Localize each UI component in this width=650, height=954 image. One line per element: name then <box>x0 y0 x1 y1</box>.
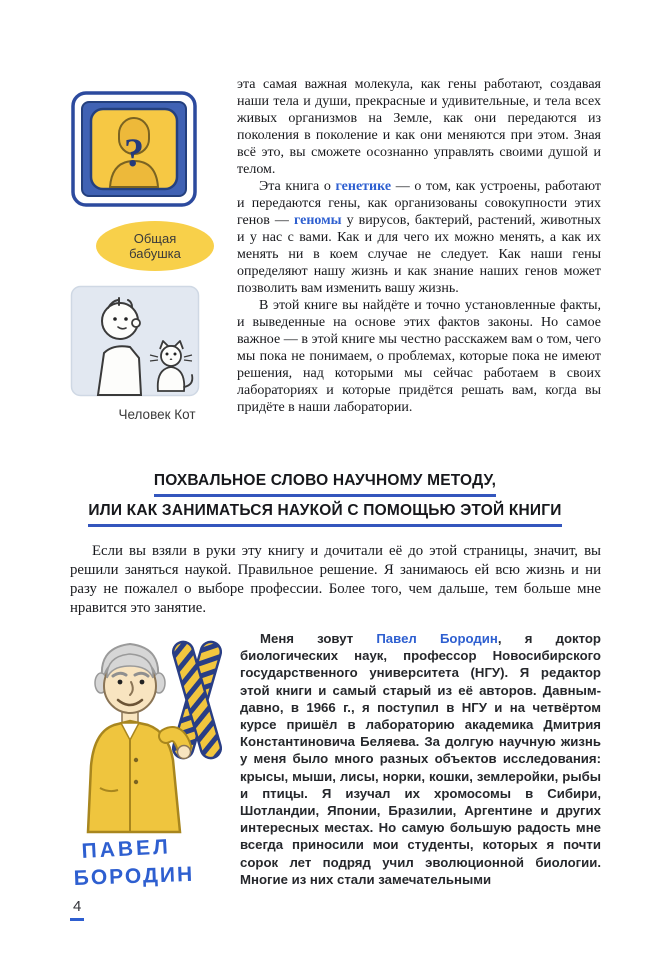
margin-illustrations <box>70 90 238 422</box>
question-mark-icon: ? <box>124 130 144 175</box>
borodin-paragraph: Меня зовут Павел Бородин, я доктор биологических наук, профессор Новосибирского государственного университета (НГУ). Я редактор этой книги и самый старый из её авторов. Давным-давно, в 1966 г., я поступил в НГУ и на четвёртом курсе пришёл в лабораторию академика Дмитрия Константиновича Беляева. За долгую научную жизнь у меня было много разных объектов исследования: крысы, мыши, лисы, норки, кошки, землеройки, рыбы и птицы. Я изучал их хромосомы в Сибири, Шотландии, Японии, Бразилии, Аргентине и других интересных местах. Но самую большую радость мне всегда приносили мои студенты, которых я почти сорок лет подряд учил эволюционной биологии. Многие из них стали замечательными <box>240 631 601 887</box>
scientist-with-chromosome-icon <box>70 626 238 894</box>
intro-paragraph-3: В этой книге вы найдёте и точно установленные факты, и выведенные на основе этих фактов законы. Но самое важное — в этой книге мы честно расскажем вам о том, чего мы пока не понимаем, о проблемах, которые пока не имеют решения, над которыми мы сейчас работаем в своих лабораториях и которые придётся решать вам, когда вы придёте в наши лаборатории. <box>237 298 601 415</box>
man-and-cat-icon <box>70 285 200 397</box>
intro-paragraph-1: эта самая важная молекула, как гены работают, создавая наши тела и души, прекрасные и удивительные, и тела всех живых организмов на Земле, как они передаются из поколения в поколение и как они меняются при этом. Зная всё это, вы сможете осознанно управлять своими душой и телом. <box>237 77 601 177</box>
grandma-illustration <box>70 90 238 213</box>
section-heading-line2: ИЛИ КАК ЗАНИМАТЬСЯ НАУКОЙ С ПОМОЩЬЮ ЭТОЙ КНИГИ <box>88 502 562 519</box>
section-heading <box>40 472 610 532</box>
framed-portrait-icon <box>70 90 198 208</box>
borodin-bio-column <box>240 630 601 906</box>
term-genetics: генетике <box>335 179 392 194</box>
borodin-name-line2: БОРОДИН <box>73 862 195 890</box>
term-genomes: геномы <box>293 213 342 228</box>
catman-illustration <box>70 285 238 402</box>
borodin-name-line1: ПАВЕЛ <box>81 835 172 863</box>
borodin-name-link: Павел Бородин <box>376 631 498 646</box>
intro-paragraph-2: Эта книга о генетике — о том, как устроены, работают и передаются гены, как организованы совокупности этих генов — геномы у вирусов, бактерий, растений, животных и у нас с вами. Как и для чего их можно менять, а как их менять ни в коем случае не следует. Как наши гены определяют нашу жизнь и как знание наших генов может позволить вам изменить вашу жизнь. <box>237 179 601 296</box>
intro-text-column <box>237 76 601 468</box>
grandma-caption: Общая бабушка <box>96 221 214 271</box>
catman-caption: Человек Кот <box>118 407 196 422</box>
page-number: 4 <box>73 898 82 915</box>
page-footer <box>70 898 84 921</box>
borodin-illustration <box>70 626 238 899</box>
section-heading-line1: ПОХВАЛЬНОЕ СЛОВО НАУЧНОМУ МЕТОДУ, <box>153 472 497 489</box>
page-number-underline <box>70 918 84 921</box>
section-paragraph: Если вы взяли в руки эту книгу и дочитали её до этой страницы, значит, вы решили заняться наукой. Правильное решение. Я занимаюсь ей всю жизнь и ни разу не пожалел о выборе профессии. Более того, чем дальше, тем больше мне нравится это занятие. <box>70 543 601 616</box>
